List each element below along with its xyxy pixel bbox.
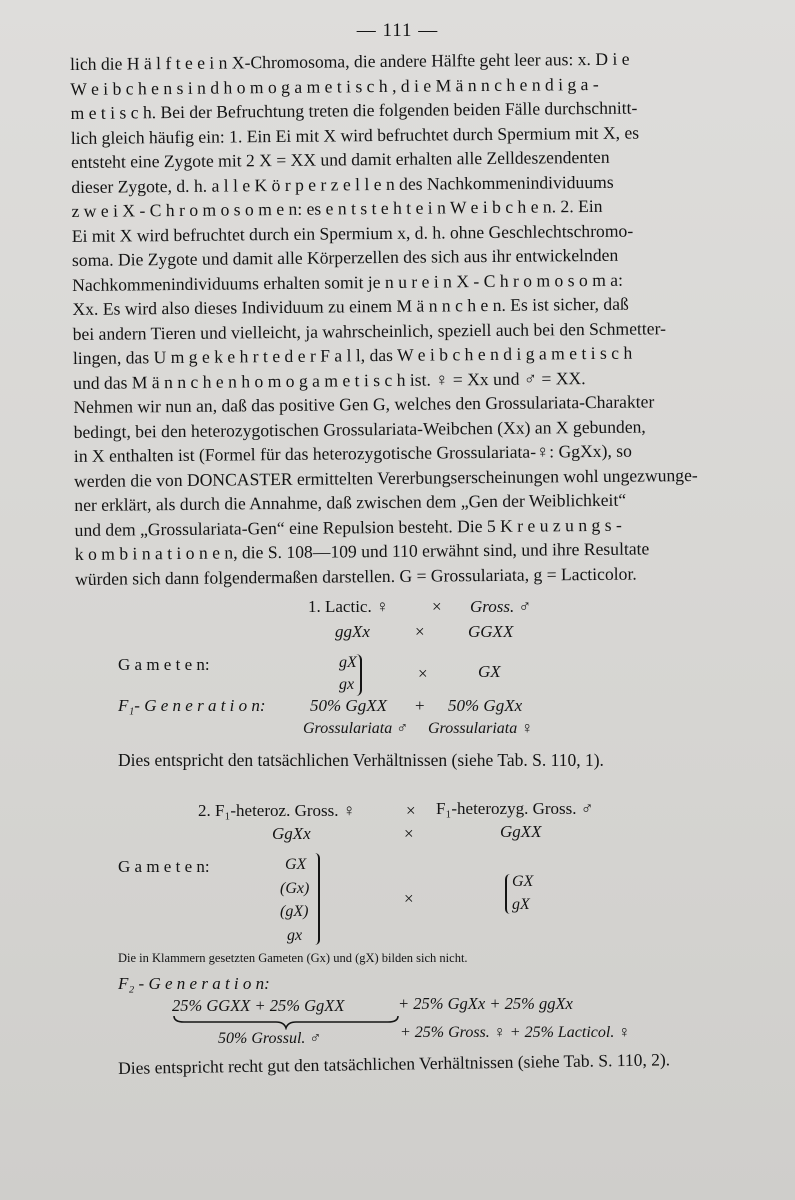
body-line: würden sich dann folgendermaßen darstellen. G = Grossulariata, g = Lacticolor. [74, 563, 637, 589]
cross-2-f2-rest-2: + 25% Gross. ♀ + 25% Lacticol. ♀ [400, 1024, 631, 1041]
cross-2-genotype-male: GgXX [500, 822, 542, 841]
body-line: ner erklärt, als durch die Annahme, daß zwischen dem „Gen der Weiblichkeit“ [74, 489, 627, 515]
cross-2-parent-male: F₁-heterozyg. Gross. ♂ [436, 799, 594, 818]
cross-1-gamete-brace [352, 654, 362, 696]
cross-2-f2-rest: + 25% GgXx + 25% ggXx [398, 994, 573, 1013]
cross-1-parent-female: 1. Lactic. ♀ [308, 597, 389, 616]
cross-1-gamete-gX: gX [339, 654, 357, 671]
body-line: Nehmen wir nun an, daß das positive Gen G, welches den Grossulariata-Charakter [73, 391, 655, 417]
cross-2-times: × [406, 801, 416, 820]
cross-2-f2-sum: 50% Grossul. ♂ [218, 1030, 322, 1047]
cross-2-gamete-female: gx [287, 927, 303, 944]
cross-1-gameten-label: G a m e t e n: [118, 655, 210, 674]
cross-1-f1-b-name: Grossulariata ♀ [428, 720, 534, 737]
cross-2-gamete-brace-left [312, 853, 320, 945]
cross-1-note: Dies entspricht den tatsächlichen Verhältnissen (siehe Tab. S. 110, 1). [118, 750, 604, 770]
page-number: — 111 — [356, 20, 439, 41]
cross-1-times: × [432, 597, 442, 616]
cross-2-gamete-female: (gX) [280, 903, 309, 920]
body-line: und das M ä n n c h e n h o m o g a m e t i s c h ist. ♀ = Xx und ♂ = XX. [73, 367, 586, 393]
body-line: W e i b c h e n s i n d h o m o g a m e t i s c h , d i e M ä n n c h e n d i g a - [70, 73, 599, 99]
body-line: Ei mit X wird befruchtet durch ein Spermium x, d. h. ohne Geschlechtschromo- [71, 220, 634, 246]
body-line: in X enthalten ist (Formel für das heterozygotische Grossulariata-♀: GgXx), so [73, 440, 632, 466]
body-line: z w e i X - C h r o m o s o m e n: es e n t s t e h t e i n W e i b c h e n. 2. Ein [71, 195, 603, 221]
cross-1-plus: + [415, 696, 425, 715]
body-line: entsteht eine Zygote mit 2 X = XX und damit erhalten alle Zelldeszendenten [70, 146, 610, 172]
body-line: bei andern Tieren und vielleicht, ja wahrscheinlich, speziell auch bei den Schmetter- [72, 317, 667, 344]
body-line: Xx. Es wird also dieses Individuum zu einem M ä n n c h e n. Es ist sicher, daß [72, 293, 629, 319]
body-line: bedingt, bei den heterozygotischen Grossulariata-Weibchen (Xx) an X gebunden, [73, 415, 646, 442]
body-paragraph [70, 45, 763, 591]
cross-1-times-3: × [418, 664, 428, 683]
cross-1-gamete-gx: gx [339, 676, 355, 693]
body-line: lich gleich häufig ein: 1. Ein Ei mit X wird befruchtet durch Spermium mit X, es [70, 122, 640, 148]
body-line: m e t i s c h. Bei der Befruchtung treten die folgenden beiden Fälle durchschnitt- [70, 97, 638, 123]
cross-1-f1-a-name: Grossulariata ♂ [303, 720, 409, 737]
body-line: und dem „Grossulariata-Gen“ eine Repulsion besteht. Die 5 K r e u z u n g s - [74, 514, 622, 540]
cross-1-f1-a: 50% GgXX [310, 696, 387, 715]
cross-2-gamete-male: gX [512, 896, 530, 913]
cross-1-genotype-male: GGXX [468, 622, 514, 641]
cross-2-times-3: × [404, 889, 414, 908]
body-line: lich die H ä l f t e e i n X-Chromosoma, die andere Hälfte geht leer aus: x. D i e [70, 48, 630, 74]
body-line: k o m b i n a t i o n e n, die S. 108—109 und 110 erwähnt sind, und ihre Resultate [74, 538, 650, 564]
cross-1-parent-male: Gross. ♂ [470, 597, 532, 616]
cross-2-underbrace [172, 1014, 400, 1030]
cross-2-parent-female: 2. F₁-heteroz. Gross. ♀ [198, 801, 356, 820]
cross-2-genotype-female: GgXx [272, 824, 311, 843]
cross-1-genotype-female: ggXx [335, 622, 370, 641]
cross-2-f2-brace-term: 25% GGXX + 25% GgXX [172, 996, 345, 1015]
cross-2-gamete-female: (Gx) [280, 880, 310, 897]
cross-2-footnote: Die in Klammern gesetzten Gameten (Gx) und (gX) bilden sich nicht. [118, 951, 468, 965]
cross-1-f1-b: 50% GgXx [448, 696, 523, 715]
cross-2-gamete-female: GX [285, 856, 307, 873]
cross-2-gamete-male: GX [512, 873, 534, 890]
body-line: dieser Zygote, d. h. a l l e K ö r p e r z e l l e n des Nachkommenindividuums [71, 171, 614, 197]
cross-2-times-2: × [404, 824, 414, 843]
cross-2-gameten-label: G a m e t e n: [118, 857, 210, 876]
cross-1-gamete-GX: GX [478, 662, 501, 681]
body-line: soma. Die Zygote und damit alle Körperzellen des sich aus ihr entwickelnden [71, 244, 619, 270]
body-line: Nachkommenindividuums erhalten somit je n u r e i n X - C h r o m o s o m a: [72, 269, 624, 295]
body-line: lingen, das U m g e k e h r t e d e r F a l l, das W e i b c h e n d i g a m e t i s c h [72, 342, 633, 368]
body-line: werden die von DONCASTER ermittelten Vererbungserscheinungen wohl ungezwunge- [74, 464, 698, 491]
cross-2-note: Dies entspricht recht gut den tatsächlichen Verhältnissen (siehe Tab. S. 110, 2). [118, 1049, 671, 1078]
cross-1-times-2: × [415, 622, 425, 641]
cross-2-f2-label: F₂ - G e n e r a t i o n: [118, 974, 270, 993]
cross-1-f1-label: F₁- G e n e r a t i o n: [118, 696, 266, 715]
